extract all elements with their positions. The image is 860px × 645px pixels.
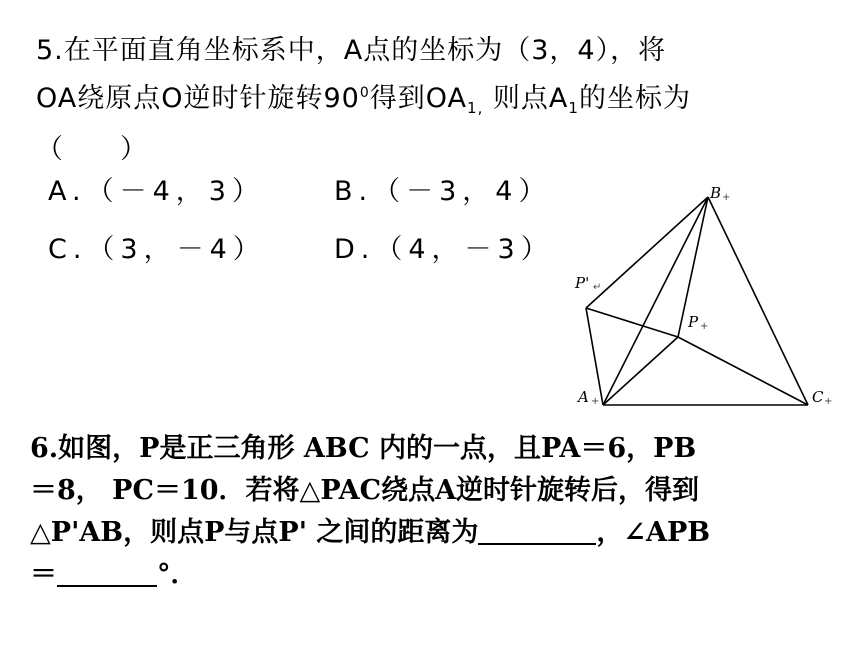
q6-line-3-part-a: △P'AB，则点P与点P' 之间的距离为 <box>30 517 479 548</box>
question-6 <box>30 428 840 596</box>
q5-line-2-part-d: 的坐标为 <box>578 83 691 114</box>
label-c: C <box>812 388 824 406</box>
option-b: B.（－3，4） <box>334 176 552 207</box>
q6-line-2: ＝8， PC＝10．若将△PAC绕点A逆时针旋转后，得到 <box>30 475 700 506</box>
q6-line-4-part-b: °． <box>157 559 198 590</box>
q5-line-2 <box>36 72 836 129</box>
option-d: D.（4，－3） <box>334 234 554 265</box>
q6-line-4-part-a: ＝ <box>30 559 57 590</box>
subscript-1: 1, <box>467 99 484 117</box>
question-5 <box>36 30 836 171</box>
q5-line-3: （ ） <box>36 134 148 165</box>
label-p: P <box>688 313 699 331</box>
subscript-2: 1 <box>568 99 579 117</box>
label-a: A <box>578 388 589 406</box>
edge-bc <box>708 197 808 405</box>
option-c: C.（3，－4） <box>48 234 266 265</box>
options-row-2 <box>48 230 620 270</box>
mark-b: + <box>722 192 731 203</box>
q5-line-2-part-b: 得到OA <box>369 83 468 114</box>
q6-line-3-part-b: ，∠APB <box>596 517 711 548</box>
edge-ab <box>603 197 708 405</box>
mark-p: + <box>700 321 709 332</box>
degree-superscript: 0 <box>359 85 370 101</box>
triangle-diagram <box>560 180 850 415</box>
q6-line-3 <box>30 512 840 554</box>
segment-p-p-prime <box>586 308 678 337</box>
answer-blank-distance[interactable] <box>478 513 596 545</box>
label-p-prime: P' <box>575 274 590 292</box>
q6-line-1: 6.如图，P是正三角形 ABC 内的一点，且PA＝6，PB <box>30 433 697 464</box>
segment-pa <box>603 337 678 405</box>
segment-pc <box>678 337 808 405</box>
q6-line-4 <box>30 554 840 596</box>
answer-blank-angle[interactable] <box>57 555 157 587</box>
segment-p-prime-b <box>586 197 708 308</box>
label-b: B <box>710 184 722 202</box>
mark-p-prime: ↵ <box>593 282 602 293</box>
options-row-1 <box>48 172 620 212</box>
q5-line-1: 5.在平面直角坐标系中，A点的坐标为（3，4），将 <box>36 35 667 66</box>
mark-c: + <box>824 396 833 407</box>
mark-a: + <box>591 396 600 407</box>
option-a: A.（－4，3） <box>48 176 265 207</box>
q5-line-2-part-c: 则点A <box>483 83 569 114</box>
q5-line-2-part-a: OA绕原点O逆时针旋转90 <box>36 83 360 114</box>
